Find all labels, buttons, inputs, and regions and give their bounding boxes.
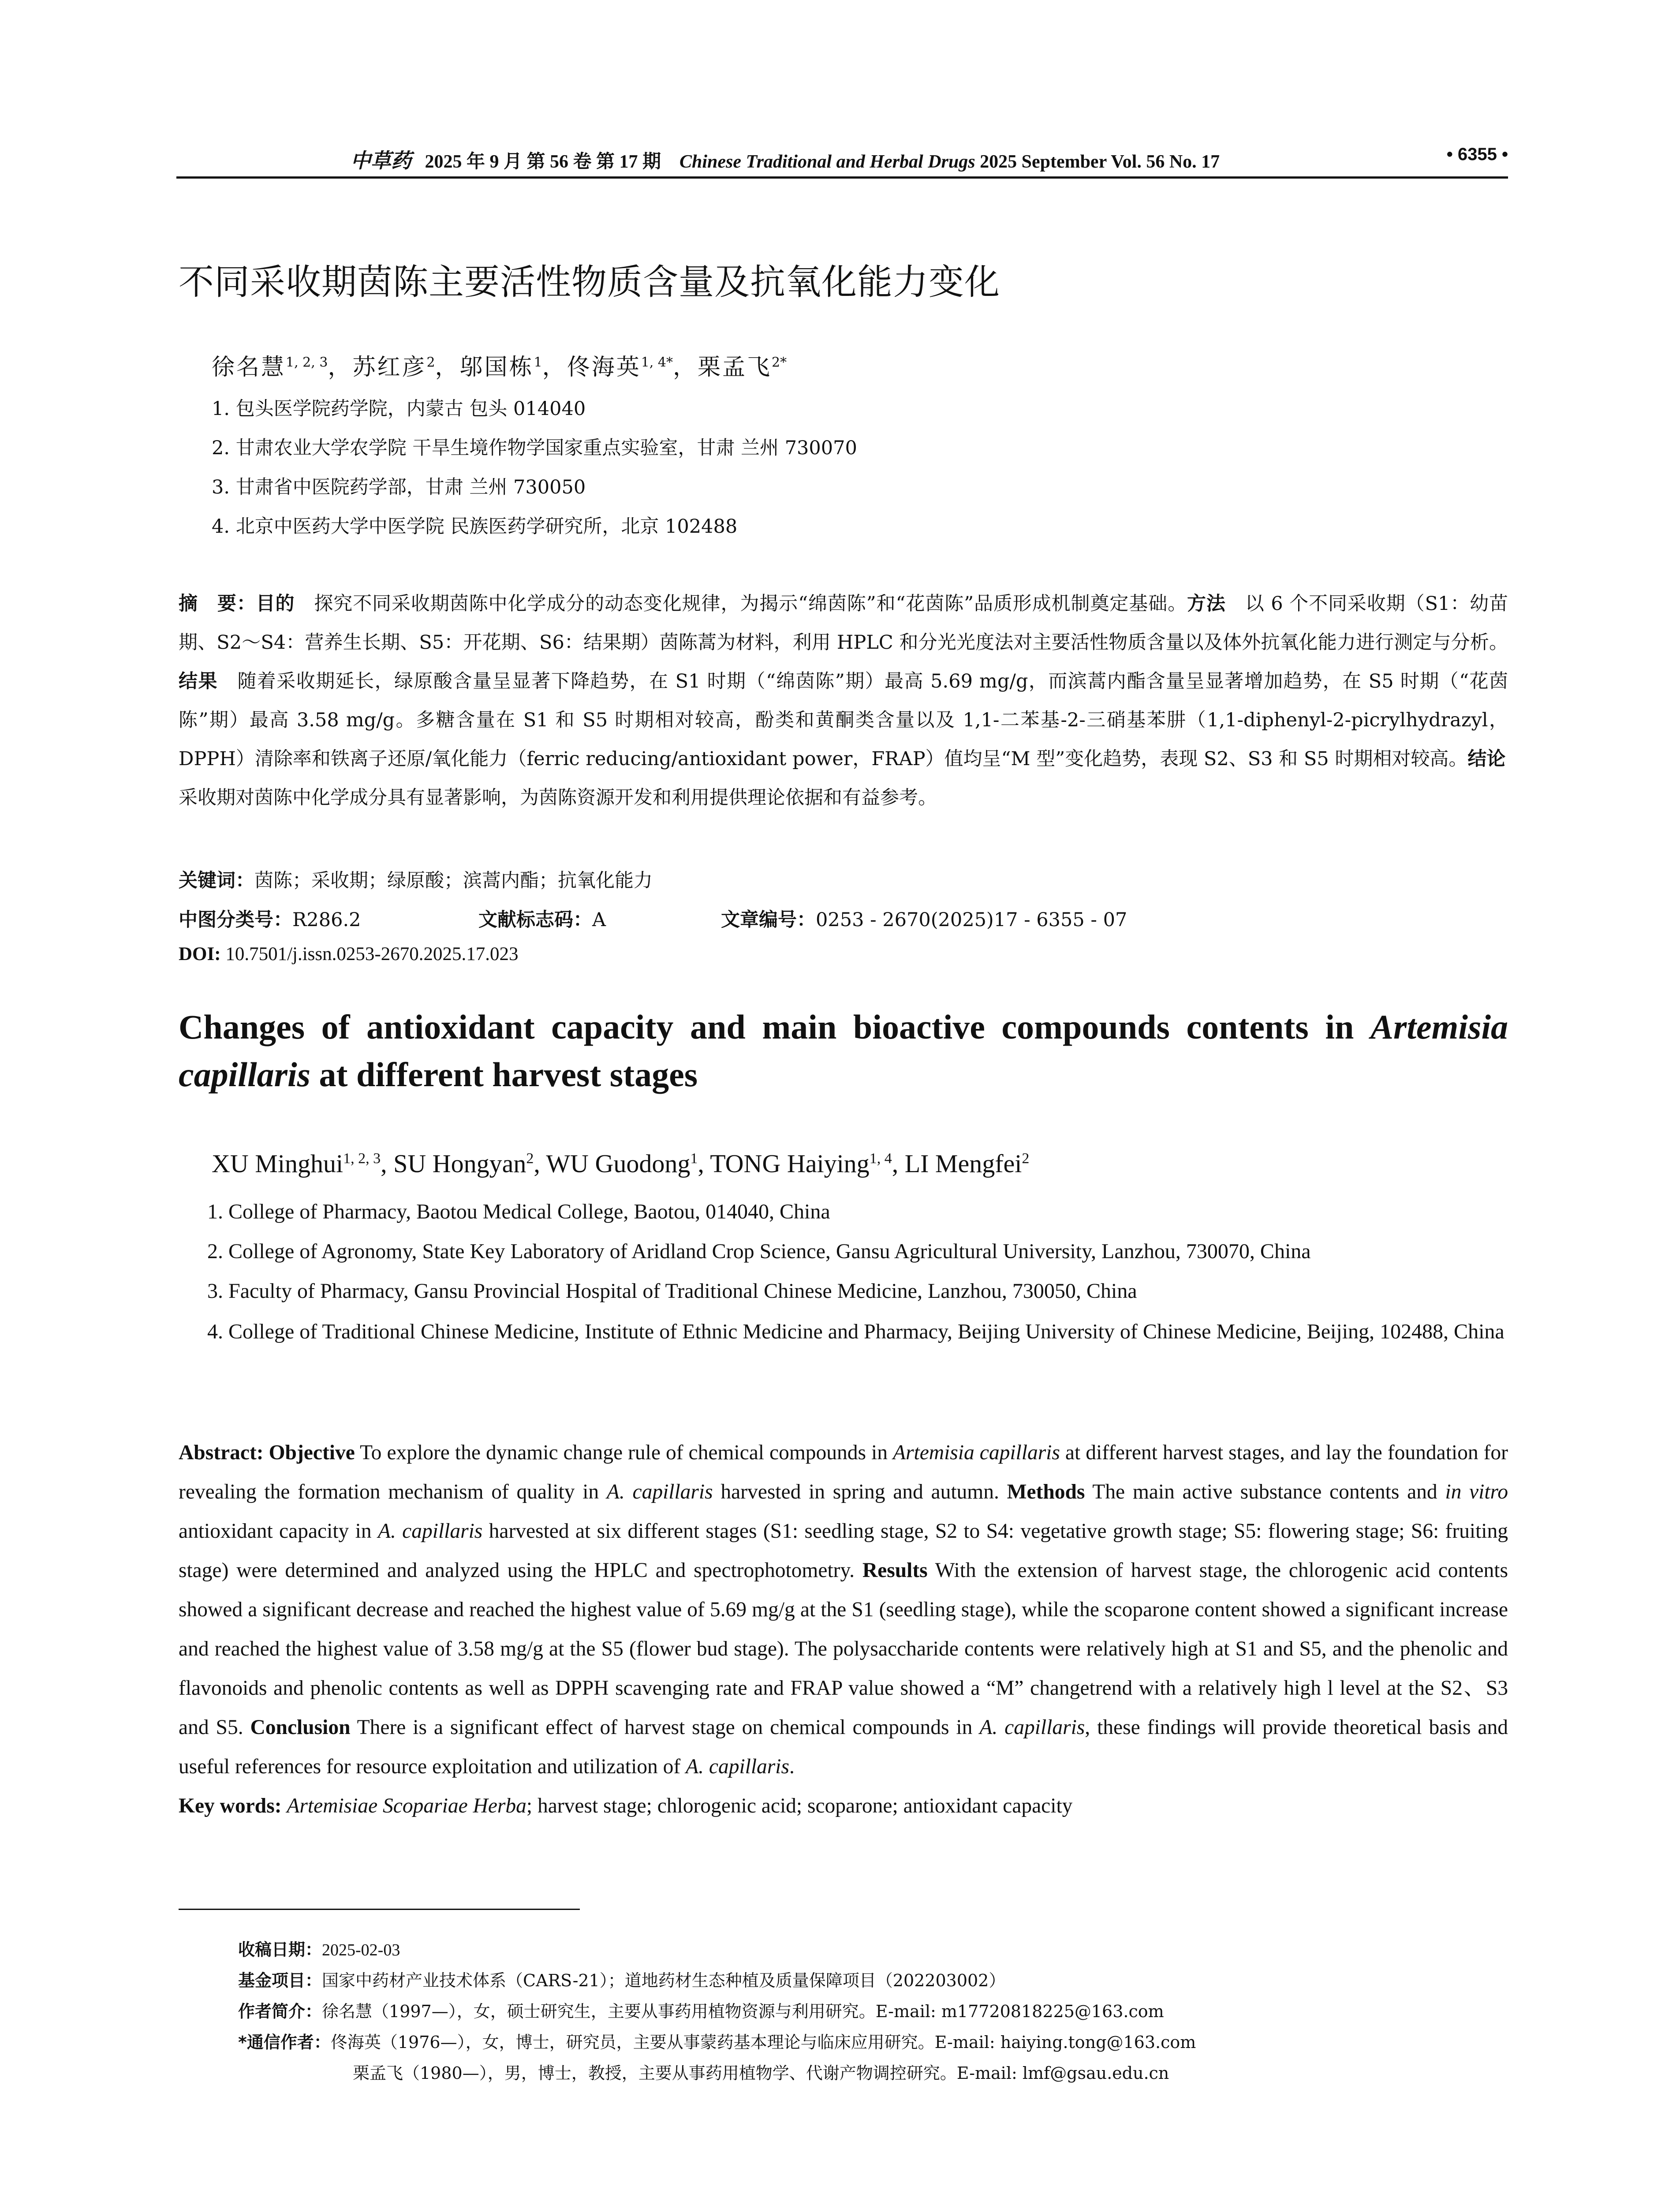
journal-name-en: Chinese Traditional and Herbal Drugs	[679, 152, 975, 172]
objective-label-cn: 目的	[256, 593, 295, 615]
author-cn: 苏红彦$^2$，	[352, 354, 460, 381]
methods-text-en: harvested at six different stages (S1: seedling stage, S2 to S4: vegetative growth stage; S5: flowering stage; S6: fruiting stage) were determined and analyzed using the HPLC and spectrophotometry.	[179, 1520, 1508, 1582]
keywords-label-cn: 关键词：	[179, 870, 254, 892]
author-en: XU Minghui$^{1, 2, 3}$,	[212, 1149, 394, 1178]
article-number-line	[721, 905, 1127, 932]
objective-text-en: at different harvest stages, and lay the foundation for revealing the formation mechanism of quality in	[179, 1441, 1508, 1503]
footnote-rule	[179, 1909, 580, 1910]
species-name: A. capillaris	[606, 1480, 713, 1503]
author-en: TONG Haiying$^{1, 4}$,	[710, 1149, 905, 1178]
objective-text-cn: 探究不同采收期茵陈中化学成分的动态变化规律，为揭示“绵茵陈”和“花茵陈”品质形成机制奠定基础。	[295, 593, 1187, 615]
header-rule	[176, 176, 1508, 179]
author-bio-label: 作者简介：	[238, 2002, 322, 2021]
conclusion-label-cn: 结论	[1467, 748, 1506, 770]
affiliation-cn: 1. 包头医学院药学院，内蒙古 包头 014040	[212, 398, 586, 420]
author-cn: 邬国栋$^1$，	[459, 354, 567, 381]
doc-code-value: A	[592, 909, 606, 931]
species-name: A. capillaris	[377, 1520, 483, 1543]
latin-term: in vitro	[1445, 1480, 1508, 1503]
received-label: 收稿日期：	[238, 1940, 322, 1959]
objective-label-en: Objective	[269, 1441, 355, 1464]
fund-text: 国家中药材产业技术体系（CARS-21）；道地药材生态种植及质量保障项目（202203002）	[322, 1971, 1006, 1990]
title-cn: 不同采收期茵陈主要活性物质含量及抗氧化能力变化	[179, 262, 1000, 303]
author-cn: 佟海英$^{1, 4*}$，	[567, 354, 698, 381]
footnote-author	[238, 1998, 1164, 2022]
affiliation-cn: 3. 甘肃省中医院药学部，甘肃 兰州 730050	[212, 476, 586, 498]
author-bio-text: 徐名慧（1997—），女，硕士研究生，主要从事药用植物资源与利用研究。E-mail: m17720818225@163.com	[322, 2002, 1164, 2021]
doi-link[interactable]: 10.7501/j.issn.0253-2670.2025.17.023	[220, 944, 519, 964]
methods-text-cn: 以 6 个不同采收期（S1：幼苗期、S2～S4：营养生长期、S5：开花期、S6：结果期）茵陈蒿为材料，利用 HPLC 和分光光度法对主要活性物质含量以及体外抗氧化能力进行测定与分析。	[179, 593, 1508, 654]
conclusion-text-en: There is a significant effect of harvest stage on chemical compounds in	[350, 1716, 980, 1739]
affiliation-en: 4. College of Traditional Chinese Medicine, Institute of Ethnic Medicine and Pharmacy, Beijing University of Chinese Medicine, Beijing, 102488, China	[207, 1320, 1505, 1343]
results-text-cn: 随着采收期延长，绿原酸含量呈显著下降趋势，在 S1 时期（“绵茵陈”期）最高 5.69 mg/g，而滨蒿内酯含量呈显著增加趋势，在 S5 时期（“花茵陈”期）最高 3.58 mg/g。多糖含量在 S1 和 S5 时期相对较高，酚类和黄酮类含量以及 1,1-二苯基-2-三硝基苯肼（1,1-diphenyl-2-picrylhydrazyl，DPPH）清除率和铁离子还原/氧化能力（ferric reducing/antioxidant power，FRAP）值均呈“M 型”变化趋势，表现 S2、S3 和 S5 时期相对较高。	[179, 670, 1508, 770]
corresponding-author-1: 佟海英（1976—），女，博士，研究员，主要从事蒙药基本理论与临床应用研究。E-mail: haiying.tong@163.com	[330, 2033, 1196, 2052]
page-number: • 6355 •	[1446, 145, 1508, 164]
species-name: Artemisia capillaris	[893, 1441, 1060, 1464]
abstract-cn	[179, 584, 1525, 817]
doc-code-line	[478, 905, 606, 932]
footnote-corresponding-2	[353, 2059, 1169, 2084]
keywords-label-en: Key words:	[179, 1794, 282, 1817]
affiliation-en: 1. College of Pharmacy, Baotou Medical College, Baotou, 014040, China	[207, 1200, 830, 1223]
corresponding-label: *通信作者：	[238, 2033, 331, 2052]
authors-en	[212, 1149, 1029, 1178]
issue-cn: 2025 年 9 月 第 56 卷 第 17 期	[425, 152, 661, 172]
conclusion-text-en: , these findings will provide theoretical basis and useful references for resource exploitation and utilization of	[179, 1716, 1508, 1778]
header-journal-info	[351, 145, 1220, 174]
authors-cn	[212, 348, 787, 381]
results-text-en: With the extension of harvest stage, the chlorogenic acid contents showed a significant decrease and reached the highest value of 5.69 mg/g at the S1 (seedling stage), while the scoparone content showed a significant increase and reached the highest value of 3.58 mg/g at the S5 (flower bud stage). The polysaccharide contents were relatively high at S1 and S5, and the phenolic and flavonoids and phenolic contents as well as DPPH scavenging rate and FRAP value showed a “M” changetrend with a relatively high l level at the S2、S3 and S5.	[179, 1559, 1508, 1739]
author-cn: 栗孟飞$^{2*}$	[697, 354, 787, 381]
received-date: 2025-02-03	[322, 1941, 400, 1959]
affiliation-en: 3. Faculty of Pharmacy, Gansu Provincial Hospital of Traditional Chinese Medicine, Lanzhou, 730050, China	[207, 1279, 1137, 1303]
keywords-text-en: ; harvest stage; chlorogenic acid; scoparone; antioxidant capacity	[526, 1794, 1073, 1817]
affiliation-en: 2. College of Agronomy, State Key Laboratory of Aridland Crop Science, Gansu Agricultural University, Lanzhou, 730070, China	[207, 1240, 1311, 1263]
methods-label-cn: 方法	[1187, 593, 1226, 615]
author-en: WU Guodong$^1$,	[546, 1149, 710, 1178]
footnote-received	[238, 1936, 400, 1960]
doc-code-label: 文献标志码：	[478, 909, 592, 931]
abstract-en	[179, 1433, 1508, 1826]
title-en	[179, 1003, 1508, 1099]
clc-label: 中图分类号：	[179, 909, 292, 931]
footnote-fund	[238, 1967, 1005, 1991]
results-label-cn: 结果	[179, 670, 218, 692]
clc-value: R286.2	[292, 909, 361, 931]
keywords-cn	[179, 866, 653, 893]
results-label-en: Results	[862, 1559, 928, 1582]
conclusion-text-en: .	[789, 1755, 795, 1778]
issue-en: 2025 September Vol. 56 No. 17	[980, 152, 1220, 172]
methods-label-en: Methods	[1007, 1480, 1085, 1503]
author-en: LI Mengfei$^2$	[904, 1149, 1030, 1178]
objective-text-en: To explore the dynamic change rule of chemical compounds in	[355, 1441, 893, 1464]
doi-label: DOI:	[179, 944, 221, 964]
methods-text-en: The main active substance contents and	[1085, 1480, 1445, 1503]
affiliation-cn: 2. 甘肃农业大学农学院 干旱生境作物学国家重点实验室，甘肃 兰州 730070	[212, 437, 857, 459]
title-en-species: Artemisia capillaris	[179, 1008, 1508, 1094]
author-cn: 徐名慧$^{1, 2, 3}$，	[212, 354, 353, 381]
author-en: SU Hongyan$^2$,	[393, 1149, 546, 1178]
conclusion-label-en: Conclusion	[250, 1716, 351, 1739]
footnote-corresponding	[238, 2029, 1196, 2053]
corresponding-author-2: 栗孟飞（1980—），男，博士，教授，主要从事药用植物学、代谢产物调控研究。E-mail: lmf@gsau.edu.cn	[353, 2063, 1169, 2083]
doi-line	[179, 943, 518, 965]
fund-label: 基金项目：	[238, 1971, 322, 1990]
conclusion-text-cn: 采收期对茵陈中化学成分具有显著影响，为茵陈资源开发和利用提供理论依据和有益参考。	[179, 748, 1525, 809]
title-en-part: at different harvest stages	[310, 1055, 698, 1094]
species-name: A. capillaris	[686, 1755, 789, 1778]
journal-name-cn: 中草药	[351, 149, 411, 172]
article-number-label: 文章编号：	[721, 909, 816, 931]
keyword-latin: Artemisiae Scopariae Herba	[287, 1794, 526, 1817]
keywords-text-cn: 茵陈；采收期；绿原酸；滨蒿内酯；抗氧化能力	[254, 870, 653, 892]
classification-line	[179, 905, 361, 932]
abstract-label-en: Abstract:	[179, 1441, 264, 1464]
running-header	[176, 145, 1508, 171]
affiliation-cn: 4. 北京中医药大学中医学院 民族医药学研究所，北京 102488	[212, 516, 738, 538]
abstract-label-cn: 摘 要：	[179, 593, 256, 615]
objective-text-en: harvested in spring and autumn.	[713, 1480, 1007, 1503]
species-name: A. capillaris	[979, 1716, 1085, 1739]
methods-text-en: antioxidant capacity in	[179, 1520, 378, 1543]
article-number-value: 0253 - 2670(2025)17 - 6355 - 07	[816, 909, 1127, 931]
title-en-part: Changes of antioxidant capacity and main bioactive compounds contents in	[179, 1008, 1354, 1046]
